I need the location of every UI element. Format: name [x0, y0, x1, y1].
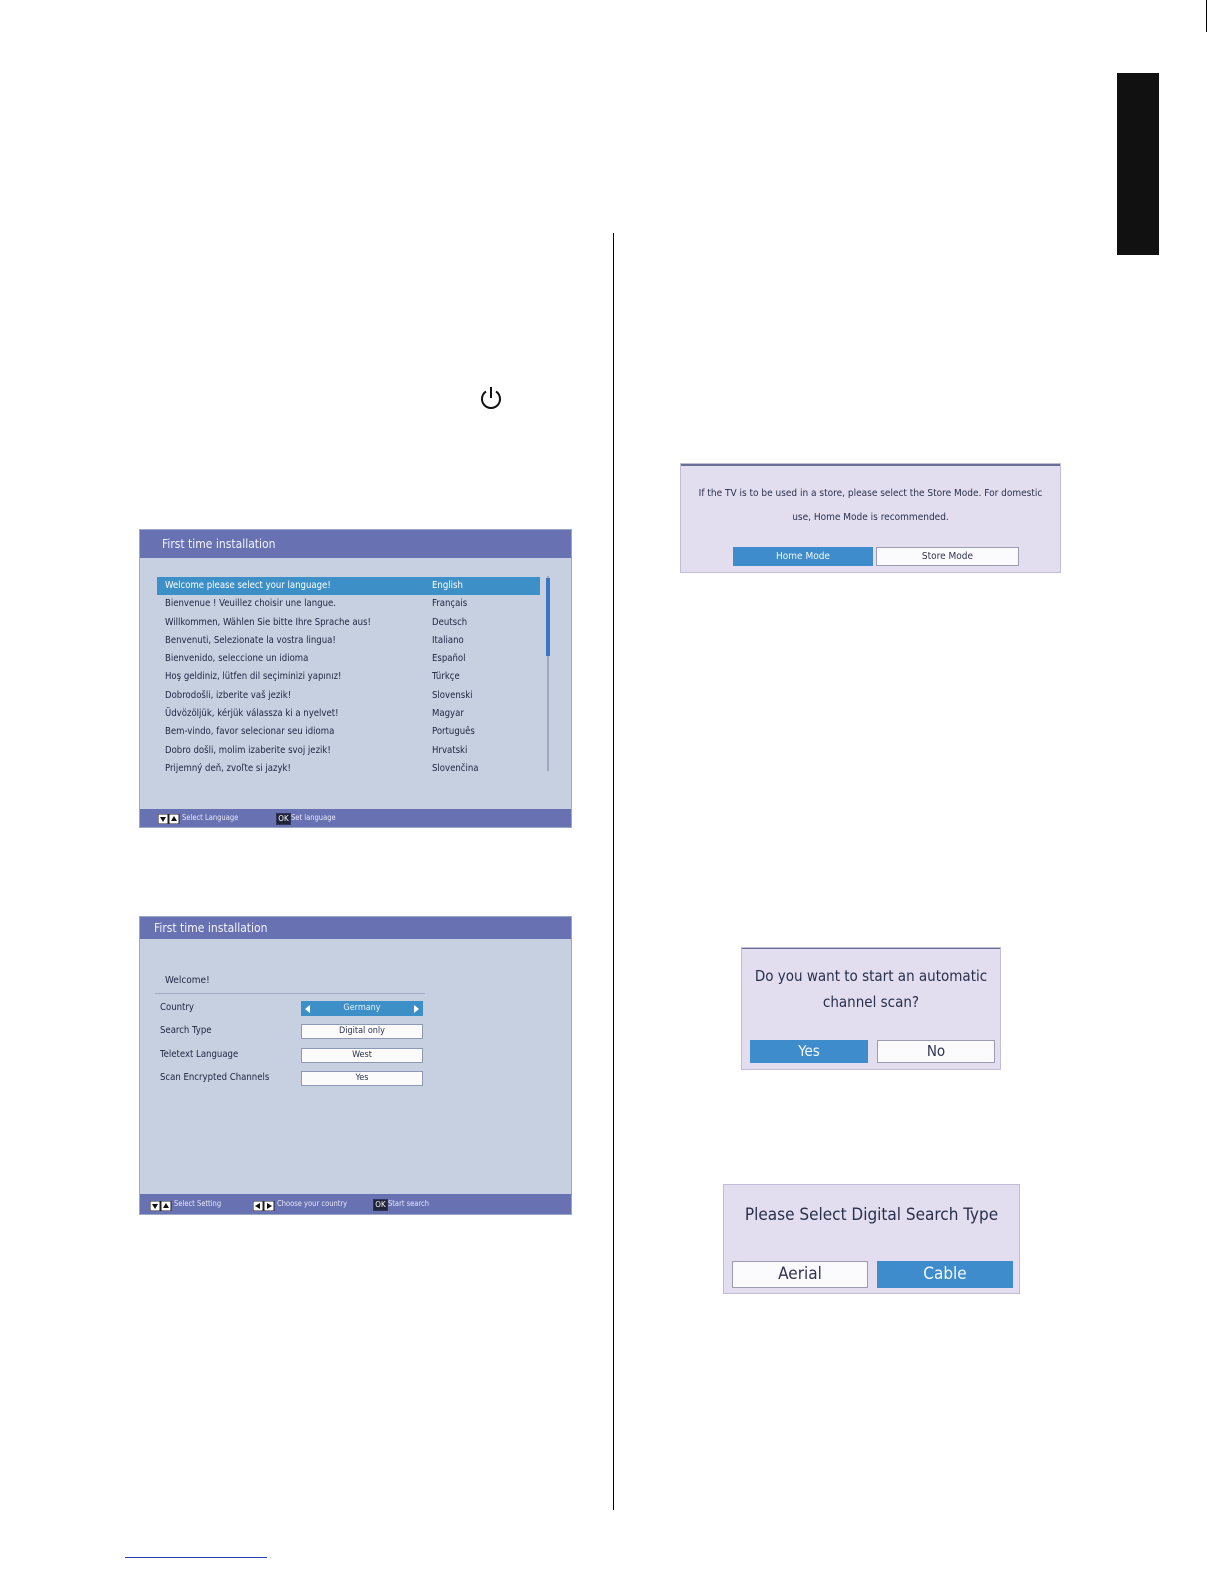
setting-row-scan-encrypted[interactable]: [160, 1071, 425, 1087]
teletext-language-value[interactable]: West: [301, 1048, 423, 1063]
language-list[interactable]: [157, 577, 540, 778]
setting-label: Scan Encrypted Channels: [160, 1072, 270, 1083]
language-item[interactable]: Dobro došli, molim izaberite svoj jezik! Hrvatski: [165, 744, 468, 756]
home-mode-button[interactable]: Home Mode: [733, 547, 873, 566]
screen-title: First time installation: [140, 917, 571, 939]
divider: [155, 993, 425, 994]
language-item[interactable]: Benvenuti, Selezionate la vostra lingua! Italiano: [165, 634, 464, 646]
language-side-tab: [1117, 73, 1159, 255]
language-item[interactable]: Prijemný deň, zvoľte si jazyk! Slovenčina: [165, 762, 479, 774]
screen-title: First time installation: [140, 530, 571, 558]
language-item[interactable]: Hoş geldiniz, lütfen dil seçiminizi yapınız! Türkçe: [165, 671, 460, 683]
store-mode-button[interactable]: Store Mode: [876, 547, 1019, 566]
yes-button[interactable]: Yes: [750, 1040, 868, 1063]
footnote-rule: [125, 1557, 267, 1558]
language-item[interactable]: Bienvenue ! Veuillez choisir une langue. Français: [165, 598, 468, 610]
ok-key-icon: OK: [373, 1199, 388, 1211]
screen-footer: [140, 1194, 571, 1214]
footer-hint-select-language: Select Language: [182, 813, 239, 822]
scan-encrypted-value[interactable]: Yes: [301, 1071, 423, 1086]
dialog-top-rule: [742, 948, 1000, 949]
language-item[interactable]: Willkommen, Wählen Sie bitte Ihre Sprache aus! Deutsch: [165, 616, 468, 628]
ok-key-icon: OK: [276, 813, 291, 825]
language-item[interactable]: Dobrodošli, izberite vaš jezik! Slovenski: [165, 689, 473, 701]
aerial-button[interactable]: Aerial: [732, 1261, 868, 1288]
footer-hint-select-setting: Select Setting: [174, 1199, 222, 1208]
language-item[interactable]: Üdvözöljük, kérjük válassza ki a nyelvet! Magyar: [165, 708, 464, 720]
dialog-message: Please Select Digital Search Type: [744, 1205, 999, 1225]
dialog-top-rule: [681, 464, 1060, 466]
channel-scan-dialog: [741, 947, 1001, 1070]
no-button[interactable]: No: [877, 1040, 995, 1063]
footer-hint-start-search: Start search: [388, 1199, 430, 1208]
setting-label: Country: [160, 1002, 194, 1013]
setting-label: Teletext Language: [160, 1049, 239, 1060]
language-item[interactable]: Welcome please select your language! English: [157, 577, 540, 595]
screen-footer: [140, 809, 571, 827]
language-item[interactable]: Bem-vindo, favor selecionar seu idioma Português: [165, 726, 475, 738]
language-selection-screen: [139, 529, 572, 828]
cable-button[interactable]: Cable: [877, 1261, 1013, 1288]
down-up-arrows-icon: [150, 1199, 172, 1219]
search-type-value[interactable]: Digital only: [301, 1024, 423, 1039]
digital-search-type-dialog: [723, 1184, 1020, 1294]
store-mode-dialog: [680, 463, 1061, 573]
dialog-message: Do you want to start an automatic channel scan?: [754, 967, 988, 1011]
setting-row-search-type[interactable]: [160, 1024, 425, 1040]
column-divider: [613, 233, 614, 1510]
footer-hint-choose-country: Choose your country: [277, 1199, 348, 1208]
setting-row-country[interactable]: [160, 1001, 425, 1017]
left-right-arrows-icon: [253, 1199, 275, 1219]
page-corner-line: [1206, 0, 1207, 32]
dialog-message: If the TV is to be used in a store, please select the Store Mode. For domestic use, Home Mode is recommended.: [698, 488, 1043, 523]
arrow-right-icon[interactable]: [414, 1005, 419, 1013]
down-up-arrows-icon: [158, 813, 180, 831]
scrollbar-thumb[interactable]: [546, 578, 550, 656]
language-item[interactable]: Bienvenido, seleccione un idioma Español: [165, 653, 466, 665]
setting-label: Search Type: [160, 1025, 212, 1036]
power-icon: [478, 384, 504, 412]
first-installation-settings-screen: [139, 916, 572, 1215]
country-selector[interactable]: Germany: [301, 1001, 423, 1016]
setting-row-teletext-language[interactable]: [160, 1048, 425, 1064]
welcome-label: Welcome!: [165, 975, 210, 986]
arrow-left-icon[interactable]: [305, 1005, 310, 1013]
footer-hint-set-language: Set language: [291, 813, 336, 822]
